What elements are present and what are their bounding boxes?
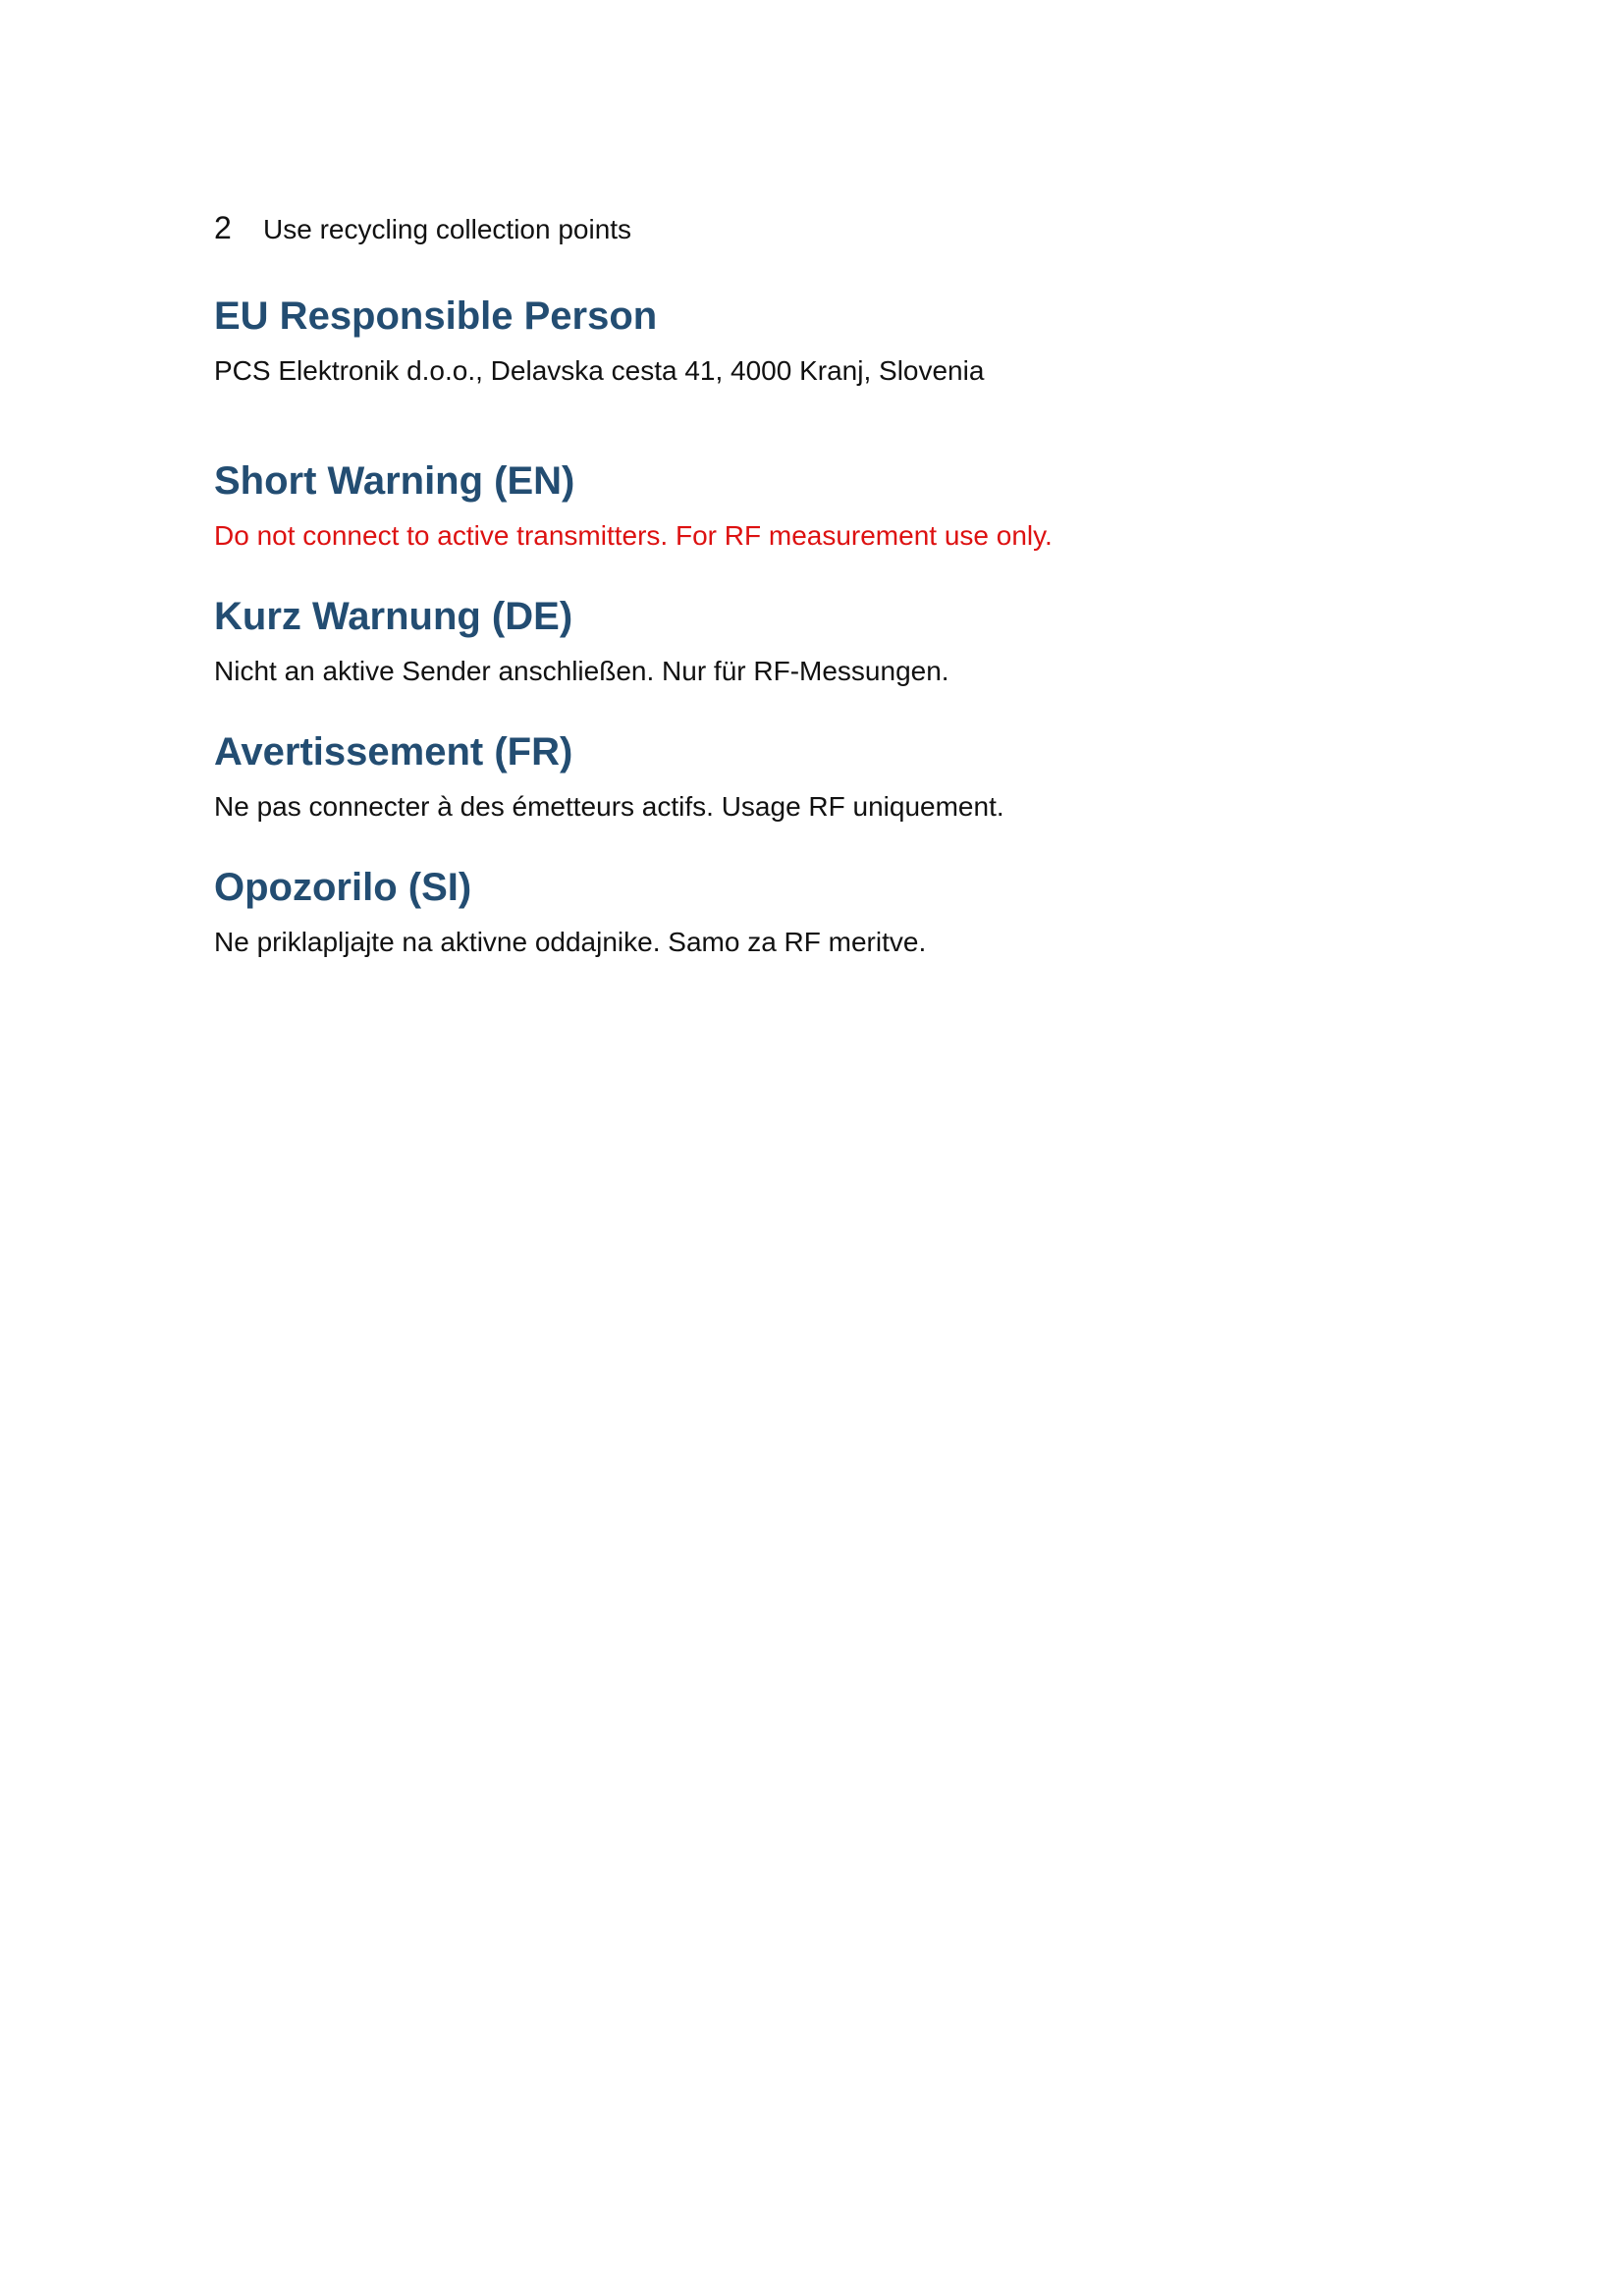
warning-de-text: Nicht an aktive Sender anschließen. Nur für RF-Messungen. [214,656,949,686]
list-item-number: 2 [214,210,232,245]
list-item-text: Use recycling collection points [263,214,632,244]
eu-responsible-section [214,293,1412,389]
warning-si-section [214,864,1412,960]
warning-fr-text: Ne pas connecter à des émetteurs actifs. Usage RF uniquement. [214,791,1004,822]
list-item [214,210,1412,253]
warning-fr-section [214,728,1412,825]
warning-en-text: Do not connect to active transmitters. For RF measurement use only. [214,520,1053,551]
warning-fr-heading: Avertissement (FR) [214,730,573,774]
eu-responsible-address: PCS Elektronik d.o.o., Delavska cesta 41, 4000 Kranj, Slovenia [214,355,985,386]
warning-de-heading: Kurz Warnung (DE) [214,595,573,638]
warning-de-section [214,593,1412,689]
warning-si-text: Ne priklapljajte na aktivne oddajnike. Samo za RF meritve. [214,927,927,957]
warning-si-heading: Opozorilo (SI) [214,866,472,909]
page-content [214,210,1412,960]
warning-en-section [214,457,1412,554]
eu-responsible-heading: EU Responsible Person [214,294,658,338]
warning-en-heading: Short Warning (EN) [214,459,575,503]
